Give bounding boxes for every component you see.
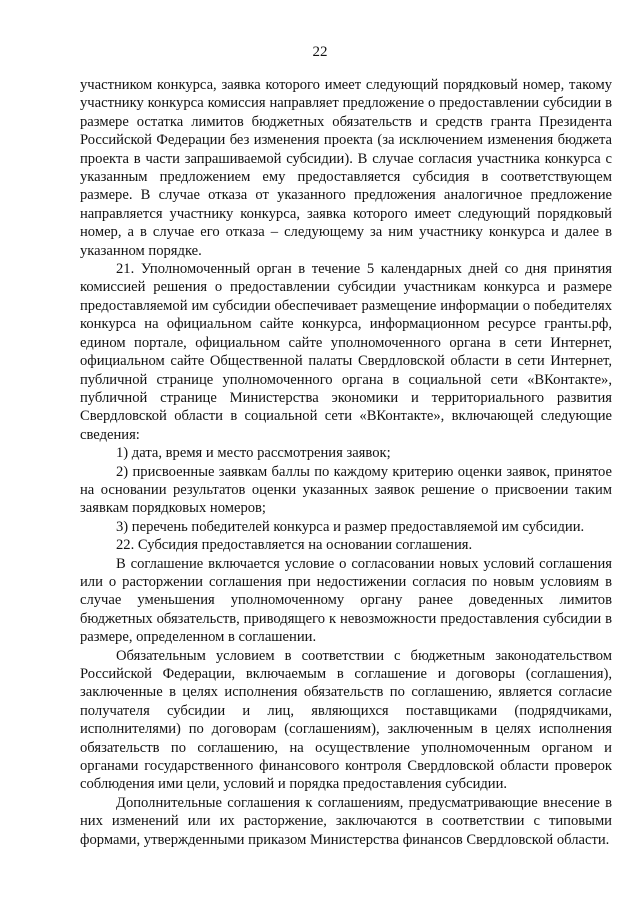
list-item-1: 1) дата, время и место рассмотрения заявок;: [116, 445, 391, 462]
document-body: [80, 76, 612, 849]
list-item-3: 3) перечень победителей конкурса и размер предоставляемой им субсидии.: [116, 518, 585, 535]
paragraph-item-21: 21. Уполномоченный орган в течение 5 календарных дней со дня принятия комиссией решения о предоставлении субсидии участникам конкурса и размере предоставляемой им субсидии обеспечивает размещение информации о победителях конкурса на официальном сайте конкурса, информационном ресурсе гранты.рф, едином портале, официальном сайте уполномоченного органа в сети Интернет, официальном сайте Общественной палаты Свердловской области в сети Интернет, публичной странице уполномоченного органа в социальной сети «ВКонтакте», публичной странице Министерства экономики и территориального развития Свердловской области в социальной сети «ВКонтакте», включающей следующие сведения:: [80, 261, 612, 443]
paragraph-continuation: участником конкурса, заявка которого имеет следующий порядковый номер, такому участнику конкурса комиссия направляет предложение о предоставлении субсидии в размере остатка лимитов бюджетных обязательств и средств гранта Президента Российской Федерации без изменения проекта (за исключением изменения бюджета проекта в части запрашиваемой субсидии). В случае согласия участника конкурса с указанным предложением ему предоставляется субсидия в соответствующем размере. В случае отказа от указанного предложения аналогичное предложение направляется участнику конкурса, заявка которого имеет следующий порядковый номер, а в случае его отказа – следующему за ним участнику конкурса и далее в указанном порядке.: [80, 77, 612, 259]
paragraph-agreement-condition: В соглашение включается условие о согласовании новых условий соглашения или о расторжении соглашения при недостижении согласия по новым условиям в случае уменьшения уполномоченному органу ранее доведенных лимитов бюджетных обязательств, приводящего к невозможности предоставления субсидии в размере, определенном в соглашении.: [80, 555, 612, 646]
page-number: 22: [312, 44, 328, 60]
paragraph-additional-agreements: Дополнительные соглашения к соглашениям, предусматривающие внесение в них изменений или их расторжение, заключаются в соответствии с типовыми формами, утвержденными приказом Министерства финансов Свердловской области.: [80, 794, 612, 848]
list-item-2: 2) присвоенные заявкам баллы по каждому критерию оценки заявок, принятое на основании результатов оценки указанных заявок решение о присвоении таким заявкам порядковых номеров;: [80, 463, 612, 517]
paragraph-mandatory-condition: Обязательным условием в соответствии с бюджетным законодательством Российской Федерации, включаемым в соглашение и договоры (соглашения), заключенные в целях исполнения обязательств по соглашению, является согласие получателя субсидии и лиц, являющихся поставщиками (подрядчиками, исполнителями) по договорам (соглашениям), заключенным в целях исполнения обязательств по соглашению, на осуществление уполномоченным органом и органами государственного финансового контроля Свердловской области проверок соблюдения ими цели, условий и порядка предоставления субсидии.: [80, 647, 612, 793]
paragraph-item-22: 22. Субсидия предоставляется на основании соглашения.: [116, 537, 473, 554]
